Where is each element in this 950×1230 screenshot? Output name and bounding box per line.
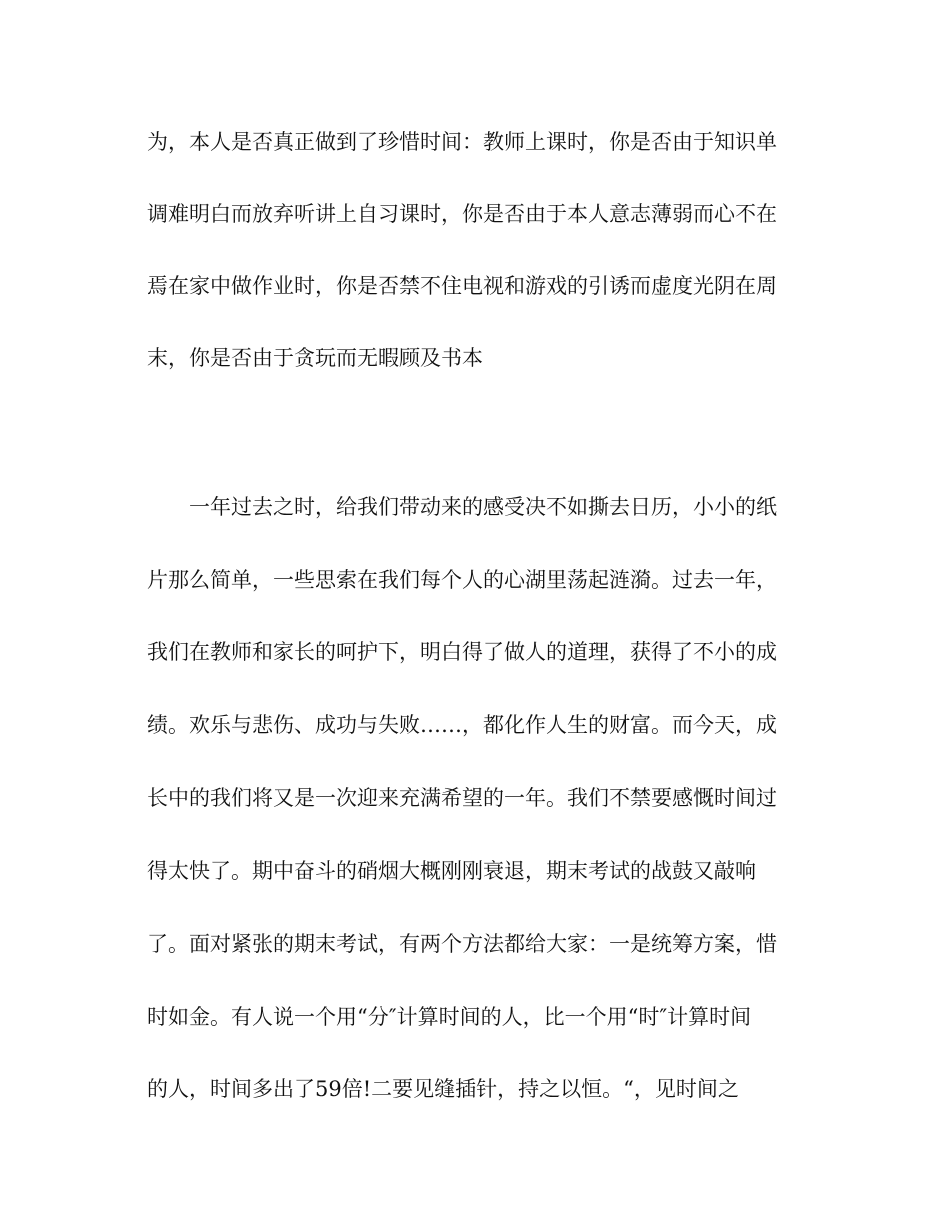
text-line: 了。面对紧张的期末考试，有两个方法都给大家：一是统筹方案，惜 bbox=[147, 932, 777, 956]
paragraph-first-line: 一年过去之时，给我们带动来的感受决不如撕去日历，小小的纸 bbox=[189, 495, 777, 519]
text-line: 焉在家中做作业时，你是否禁不住电视和游戏的引诱而虚度光阴在周 bbox=[147, 274, 777, 298]
text-line: 调难明白而放弃听讲上自习课时，你是否由于本人意志薄弱而心不在 bbox=[147, 202, 777, 226]
text-line: 片那么简单，一些思索在我们每个人的心湖里荡起涟漪。过去一年， bbox=[147, 568, 777, 592]
text-line: 为，本人是否真正做到了珍惜时间：教师上课时，你是否由于知识单 bbox=[147, 130, 777, 154]
text-line: 我们在教师和家长的呵护下，明白得了做人的道理，获得了不小的成 bbox=[147, 640, 777, 664]
text-line: 得太快了。期中奋斗的硝烟大概刚刚衰退，期末考试的战鼓又敲响 bbox=[147, 859, 756, 883]
text-line: 绩。欢乐与悲伤、成功与失败……，都化作人生的财富。而今天，成 bbox=[147, 713, 777, 737]
text-line: 末，你是否由于贪玩而无暇顾及书本 bbox=[147, 346, 483, 370]
text-line: 长中的我们将又是一次迎来充满希望的一年。我们不禁要感慨时间过 bbox=[147, 786, 777, 810]
text-line: 时如金。有人说一个用“分″计算时间的人，比一个用“时″计算时间 bbox=[147, 1005, 752, 1029]
text-line: 的人，时间多出了59倍!二要见缝插针，持之以恒。“，见时间之 bbox=[147, 1077, 739, 1101]
